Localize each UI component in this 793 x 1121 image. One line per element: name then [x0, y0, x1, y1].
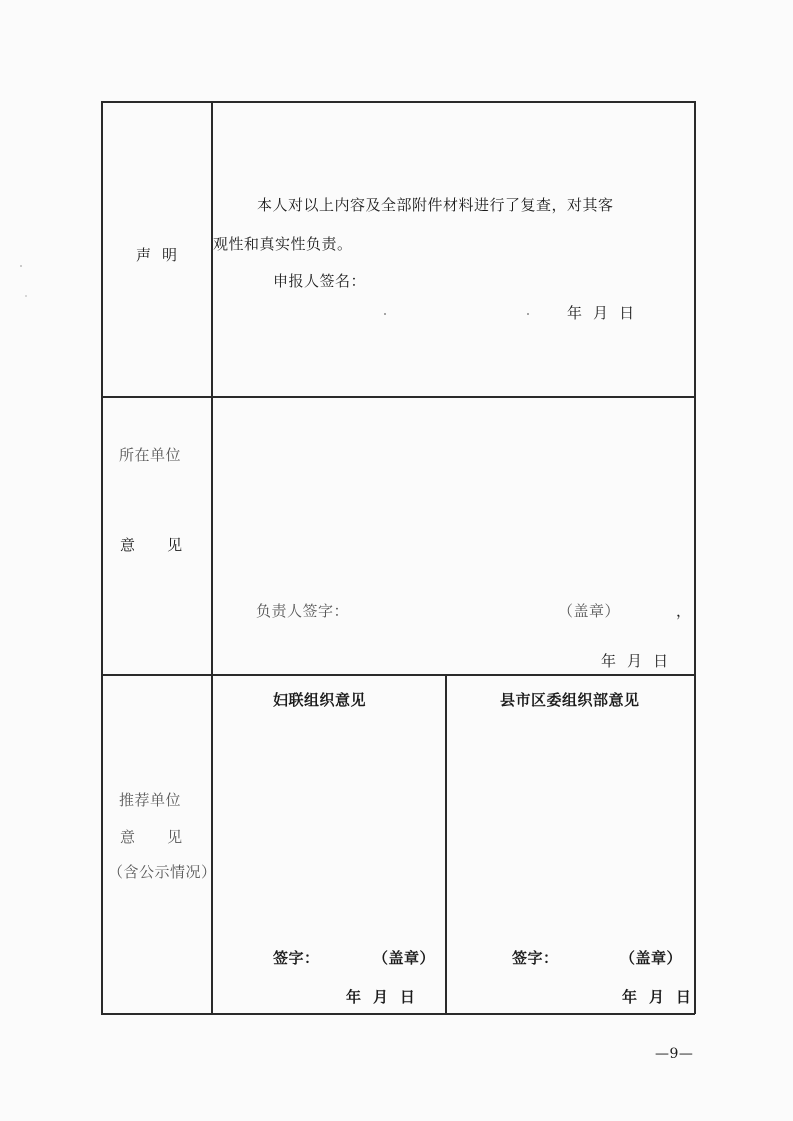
unit-opinion-label-line2: 意 见	[120, 536, 183, 554]
declaration-label: 声 明	[136, 246, 178, 264]
table-border-top	[101, 101, 695, 103]
recommend-label-line1: 推荐单位	[119, 791, 182, 809]
recommend-label-line2: 意 见	[120, 828, 183, 846]
womens-federation-seal-label: （盖章）	[373, 949, 436, 967]
table-border-left	[101, 101, 103, 1014]
page-number: —9—	[655, 1046, 694, 1062]
womens-federation-date: 年 月 日	[346, 988, 416, 1006]
county-committee-signature-label: 签字：	[512, 949, 559, 967]
scan-speck	[384, 313, 386, 315]
table-border-right	[694, 101, 696, 1014]
county-committee-title: 县市区委组织部意见	[500, 691, 640, 709]
row-divider-1	[101, 396, 695, 398]
unit-seal-label: （盖章）	[558, 602, 621, 620]
unit-comma-mark: ，	[676, 602, 692, 620]
unit-opinion-date: 年 月 日	[601, 652, 669, 670]
recommend-column-divider	[445, 674, 447, 1014]
scan-speck	[20, 265, 22, 267]
declaration-text-line1: 本人对以上内容及全部附件材料进行了复查，对其客	[257, 196, 614, 214]
unit-opinion-label-line1: 所在单位	[119, 446, 182, 464]
applicant-signature-label: 申报人签名：	[273, 272, 367, 290]
womens-federation-title: 妇联组织意见	[273, 691, 367, 709]
county-committee-date: 年 月 日	[622, 988, 692, 1006]
recommend-label-line3: （含公示情况）	[108, 863, 217, 881]
declaration-date: 年 月 日	[567, 304, 635, 322]
scan-speck	[25, 295, 27, 297]
declaration-text-line2: 观性和真实性负责。	[213, 235, 353, 253]
scan-speck	[527, 313, 529, 315]
county-committee-seal-label: （盖章）	[620, 949, 683, 967]
womens-federation-signature-label: 签字：	[273, 949, 320, 967]
table-border-bottom	[101, 1013, 695, 1015]
unit-leader-signature-label: 负责人签字：	[256, 602, 350, 620]
row-divider-2	[101, 674, 695, 676]
